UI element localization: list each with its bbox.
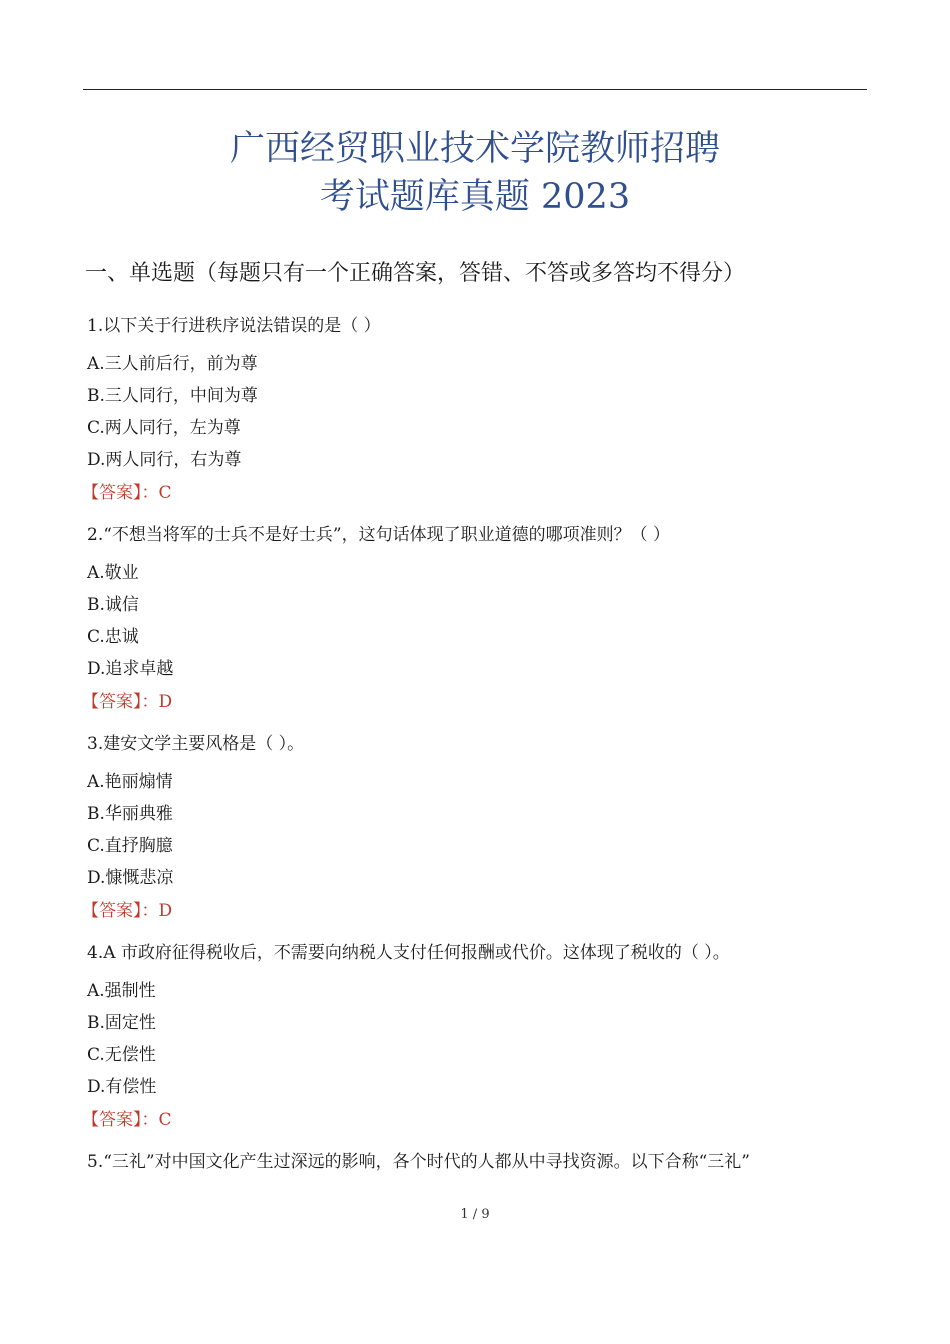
question-3-option-d: D.慷慨悲凉 <box>87 868 174 888</box>
question-5-stem: 5.“三礼”对中国文化产生过深远的影响，各个时代的人都从中寻找资源。以下合称“三礼” <box>87 1152 750 1172</box>
section-heading: 一、单选题（每题只有一个正确答案，答错、不答或多答均不得分） <box>85 261 746 286</box>
question-1-option-c: C.两人同行，左为尊 <box>87 418 241 438</box>
document-title-line2: 考试题库真题 2023 <box>319 177 631 217</box>
question-2-option-d: D.追求卓越 <box>87 659 174 679</box>
question-4-option-b: B.固定性 <box>87 1013 156 1033</box>
question-2-option-a: A.敬业 <box>87 563 139 583</box>
question-2-stem: 2.“不想当将军的士兵不是好士兵”，这句话体现了职业道德的哪项准则？（ ） <box>87 525 671 545</box>
answer-value: D <box>158 692 173 712</box>
question-2-option-c: C.忠诚 <box>87 627 139 647</box>
answer-label: 【答案】： <box>82 901 159 921</box>
question-1-stem: 1.以下关于行进秩序说法错误的是（ ） <box>87 316 381 336</box>
question-4-answer <box>82 1108 172 1132</box>
question-4-option-d: D.有偿性 <box>87 1077 157 1097</box>
question-3-answer <box>82 899 172 923</box>
question-1-option-a: A.三人前后行，前为尊 <box>87 354 258 374</box>
question-3-option-b: B.华丽典雅 <box>87 804 173 824</box>
page-indicator: 1 / 9 <box>460 1207 490 1222</box>
question-1-option-d: D.两人同行，右为尊 <box>87 450 242 470</box>
answer-label: 【答案】： <box>82 1110 159 1130</box>
document-title-line1: 广西经贸职业技术学院教师招聘 <box>229 129 720 169</box>
question-2-answer <box>82 690 172 714</box>
answer-label: 【答案】： <box>82 483 159 503</box>
question-2-option-b: B.诚信 <box>87 595 139 615</box>
answer-value: C <box>158 1110 172 1130</box>
answer-value: C <box>158 483 172 503</box>
answer-label: 【答案】： <box>82 692 159 712</box>
question-3-option-c: C.直抒胸臆 <box>87 836 173 856</box>
question-3-stem: 3.建安文学主要风格是（ ）。 <box>87 734 305 754</box>
question-3-option-a: A.艳丽煽情 <box>87 772 173 792</box>
question-4-option-a: A.强制性 <box>87 981 156 1001</box>
question-1-answer <box>82 481 172 505</box>
question-4-stem: 4.A 市政府征得税收后，不需要向纳税人支付任何报酬或代价。这体现了税收的（ ）。 <box>87 943 730 963</box>
question-1-option-b: B.三人同行，中间为尊 <box>87 386 258 406</box>
question-4-option-c: C.无偿性 <box>87 1045 156 1065</box>
header-rule <box>83 89 867 90</box>
answer-value: D <box>158 901 173 921</box>
